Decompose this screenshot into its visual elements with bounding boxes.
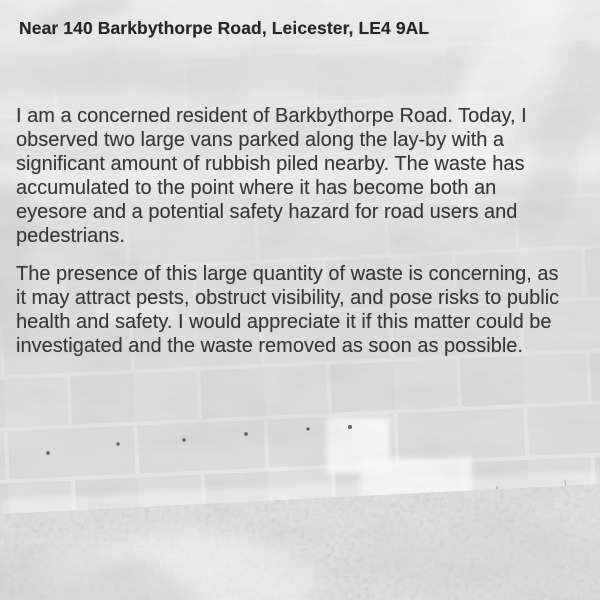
report-text [16, 104, 567, 372]
report-paragraph-1: I am a concerned resident of Barkbythorpe Road. Today, I observed two large vans parked along the lay-by with a significant amount of rubbish piled nearby. The waste has accumulated to the point where it has become both an eyesore and a potential safety hazard for road users and pedestrians. [16, 105, 527, 247]
report-paragraph-2: The presence of this large quantity of waste is concerning, as it may attract pests, obstruct visibility, and pose risks to public health and safety. I would appreciate it if this matter could be investigated and the waste removed as soon as possible. [16, 263, 560, 357]
location-heading: Near 140 Barkbythorpe Road, Leicester, LE4 9AL [19, 18, 430, 38]
